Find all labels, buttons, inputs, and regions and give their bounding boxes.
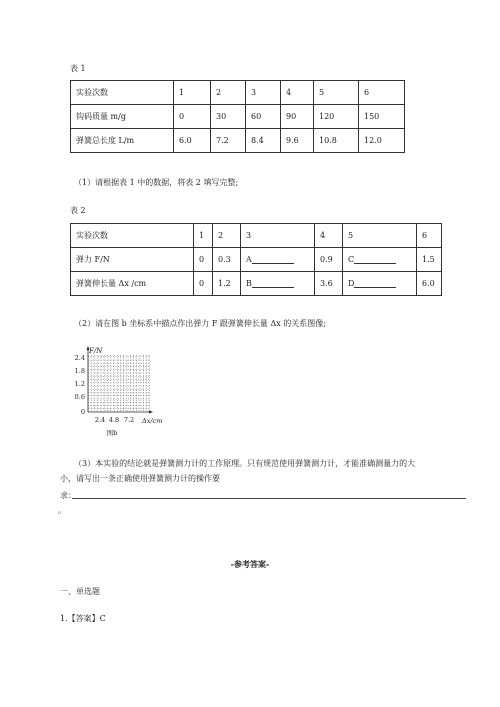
table-cell: 9.6: [281, 129, 314, 153]
table-cell: 8.4: [246, 129, 281, 153]
blank-d[interactable]: [354, 287, 396, 288]
answer-input-line[interactable]: [72, 498, 466, 499]
table-cell: [343, 248, 417, 272]
table-row: [71, 81, 405, 105]
table-row: [71, 248, 442, 272]
table-cell: [241, 272, 315, 296]
table-cell: 3: [246, 81, 281, 105]
blank-label-c: C: [348, 255, 355, 264]
table-cell: 6: [359, 81, 405, 105]
blank-a[interactable]: [252, 263, 294, 264]
y-tick-label: 1.2: [74, 380, 85, 388]
table-cell: 90: [281, 105, 314, 129]
table1-caption: 表 1: [70, 64, 86, 73]
answer-line-1: 1.【答案】C: [60, 614, 106, 623]
x-axis-label: Δx/cm: [142, 417, 163, 425]
y-axis-label: F/N: [89, 347, 103, 355]
table-cell: 120: [314, 105, 359, 129]
table-cell: 12.0: [359, 129, 405, 153]
y-tick-label: 0.6: [74, 393, 85, 401]
table-cell: 1: [194, 224, 213, 248]
y-tick-label: 0: [80, 408, 85, 416]
table-cell: 1: [174, 81, 211, 105]
question-3-line-2: 小，请写出一条正确使用弹簧测力计的操作要: [60, 474, 220, 483]
figure-caption: 图b: [106, 429, 118, 437]
table-cell: 3: [241, 224, 315, 248]
blank-label-b: B: [246, 279, 252, 288]
table-row: [71, 105, 405, 129]
x-tick-label: 7.2: [123, 416, 135, 424]
blank-b[interactable]: [252, 287, 294, 288]
table-cell: 5: [314, 81, 359, 105]
table-cell: 0: [174, 105, 211, 129]
table2-caption: 表 2: [70, 206, 86, 215]
table-row: [71, 224, 442, 248]
x-tick-label: 2.4: [94, 416, 106, 424]
table-cell: 4: [281, 81, 314, 105]
question-1: （1）请根据表 1 中的数据，将表 2 填写完整;: [74, 178, 239, 187]
table-cell: 实验次数: [71, 224, 194, 248]
table-cell: 150: [359, 105, 405, 129]
table-cell: 6: [417, 224, 442, 248]
table-cell: 30: [211, 105, 246, 129]
x-axis-arrow: [149, 411, 153, 414]
table-row: [71, 272, 442, 296]
table-cell: 0: [194, 248, 213, 272]
table-cell: 0.9: [315, 248, 343, 272]
y-tick-label: 2.4: [74, 354, 85, 362]
table-cell: 弹力 F/N: [71, 248, 194, 272]
question-3-end-mark: 。: [58, 506, 66, 515]
table-cell: 0: [194, 272, 213, 296]
table-cell: 60: [246, 105, 281, 129]
table-cell: 实验次数: [71, 81, 174, 105]
table-cell: 2: [211, 81, 246, 105]
x-tick-label: 4.8: [108, 416, 120, 424]
table-cell: 10.8: [314, 129, 359, 153]
table-cell: 弹簧伸长量 Δx /cm: [71, 272, 194, 296]
table-row: [71, 129, 405, 153]
table-cell: 6.0: [174, 129, 211, 153]
table-cell: 弹簧总长度 L/m: [71, 129, 174, 153]
y-tick-label: 1.8: [74, 367, 85, 375]
question-2: （2）请在图 b 坐标系中描点作出弹力 F 跟弹簧伸长量 Δx 的关系图像;: [74, 319, 327, 328]
question-3-line-3-prefix: 求：: [60, 491, 76, 500]
answer-title: -参考答案-: [230, 559, 270, 569]
table-cell: 3.6: [315, 272, 343, 296]
figure-b-grid[interactable]: [60, 344, 170, 440]
table2: [70, 223, 442, 296]
table-cell: 7.2: [211, 129, 246, 153]
blank-label-d: D: [348, 279, 355, 288]
question-3-line-1: （3）本实验的结论就是弹簧测力计的工作原理。只有规范使用弹簧测力计，才能准确测量力的大: [74, 459, 416, 468]
table-cell: 1.5: [417, 248, 442, 272]
table-cell: [343, 272, 417, 296]
blank-label-a: A: [246, 255, 252, 264]
table-cell: 4: [315, 224, 343, 248]
table1: [70, 80, 405, 153]
table-cell: 2: [213, 224, 241, 248]
table-cell: [241, 248, 315, 272]
blank-c[interactable]: [354, 263, 396, 264]
table-cell: 钩码质量 m/g: [71, 105, 174, 129]
table-cell: 5: [343, 224, 417, 248]
table-cell: 0.3: [213, 248, 241, 272]
table-cell: 6.0: [417, 272, 442, 296]
grid-lines: [88, 355, 150, 412]
section-title: 一、单选题: [60, 587, 100, 596]
table-cell: 1.2: [213, 272, 241, 296]
